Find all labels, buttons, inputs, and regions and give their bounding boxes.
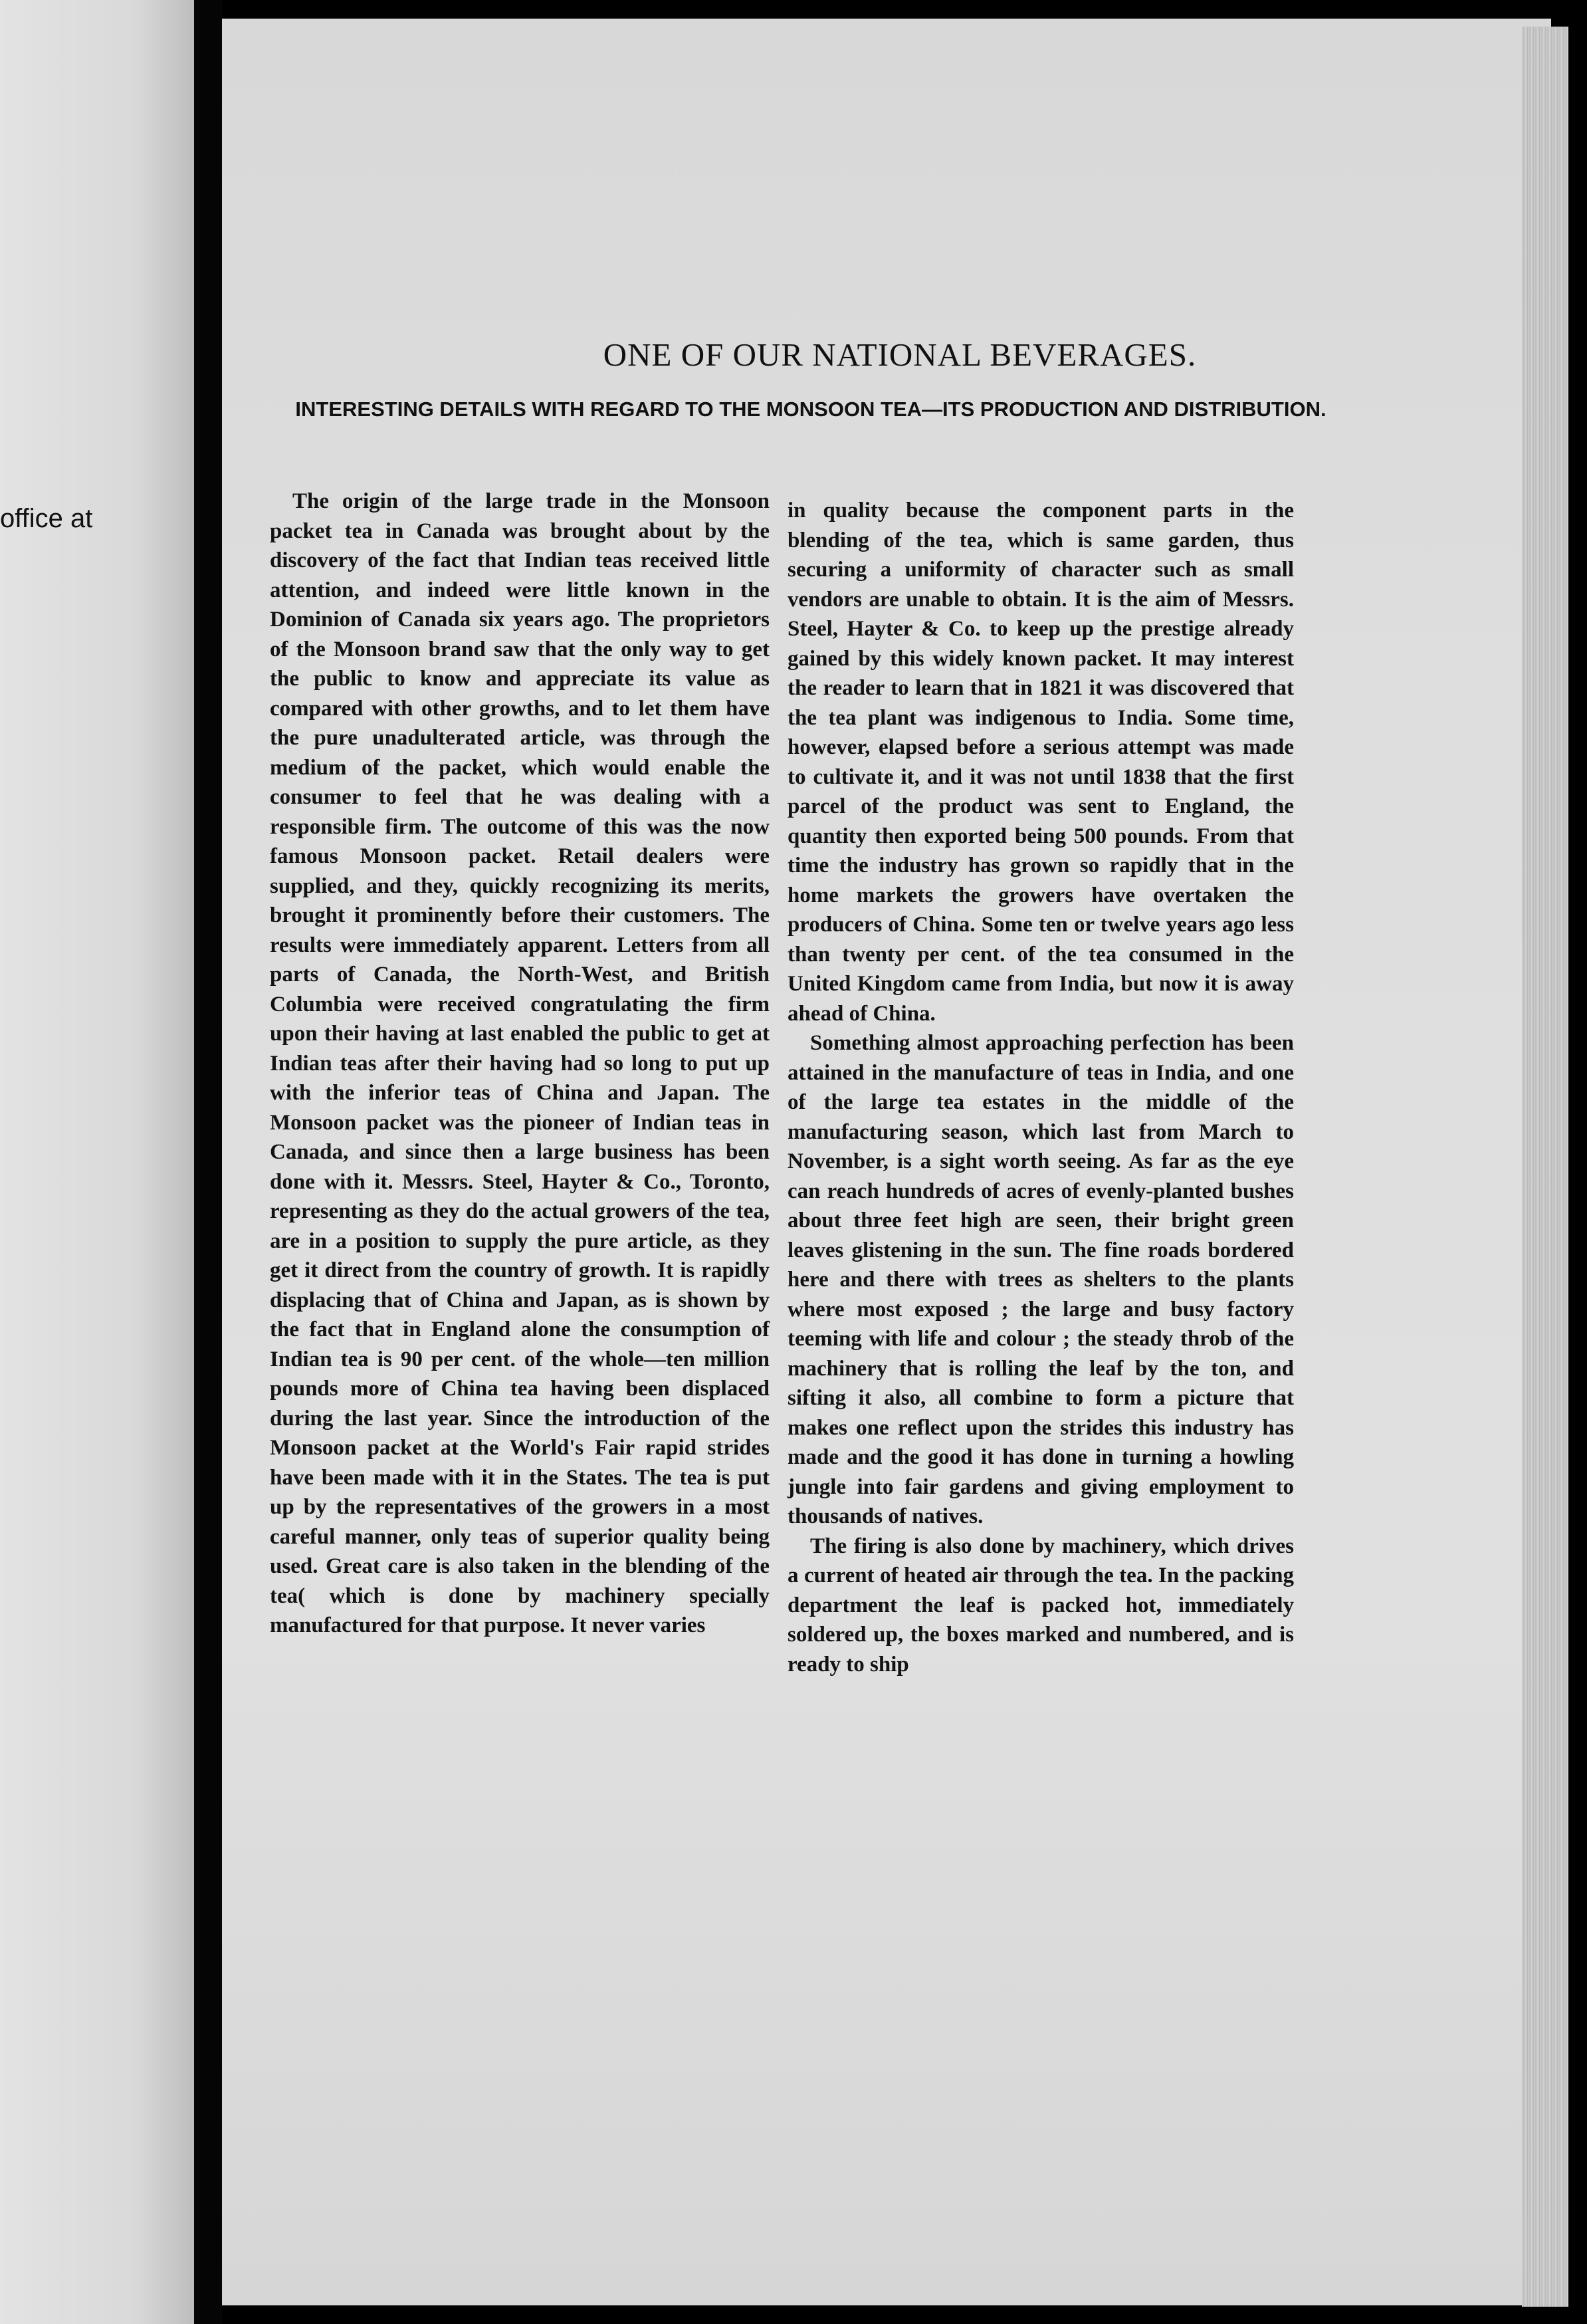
column-right-paragraph-1: in quality because the component parts in the blending of the tea, which is same garden, thus securing a uniformity of character such as small vendors are unable to obtain. It is the aim of Messrs. Steel, Hayter & Co. to keep up the prestige already gained by this widely known packet. It may interest the reader to learn that in 1821 it was discovered that the tea plant was indigenous to India. Some time, however, elapsed before a serious attempt was made to cultivate it, and it was not until 1838 that the first parcel of the product was sent to England, the quantity then exported being 500 pounds. From that time the industry has grown so rapidly that in the home markets the growers have overtaken the producers of China. Some ten or twelve years ago less than twenty per cent. of the tea consumed in the United Kingdom came from India, but now it is away ahead of China. xyxy=(788,499,1294,1026)
article-column-left xyxy=(270,487,770,1641)
column-right-paragraph-3: The firing is also done by machinery, which drives a current of heated air through the tea. In the packing department the leaf is packed hot, immediately soldered up, the boxes marked and numbered, and is ready to ship xyxy=(788,1534,1294,1677)
left-page-text-fragment: office at xyxy=(0,504,93,533)
column-left-paragraph-1: The origin of the large trade in the Monsoon packet tea in Canada was brought about by the discovery of the fact that Indian teas received little attention, and indeed were little known in the Dominion of Canada six years ago. The proprietors of the Monsoon brand saw that the only way to get the public to know and appreciate its value as compared with other growths, and to let them have the pure unadulterated article, was through the medium of the packet, which would enable the consumer to feel that he was dealing with a responsible firm. The outcome of this was the now famous Monsoon packet. Retail dealers were supplied, and they, quickly recognizing its merits, brought it prominently before their customers. The results were immediately apparent. Letters from all parts of Canada, the North-West, and British Columbia were received congratulating the firm upon their having at last enabled the public to get at Indian teas after their having had so long to put up with the inferior teas of China and Japan. The Monsoon packet was the pioneer of Indian teas in Canada, and since then a large business has been done with it. Messrs. Steel, Hayter & Co., Toronto, representing as they do the actual growers of the tea, are in a position to supply the pure article, as they get it direct from the country of growth. It is rapidly displacing that of China and Japan, as is shown by the fact that in England alone the consumption of Indian tea is 90 per cent. of the whole—ten million pounds more of China tea having been displaced during the last year. Since the introduction of the Monsoon packet at the World's Fair rapid strides have been made with it in the States. The tea is put up by the representatives of the growers in a most careful manner, only teas of superior quality being used. Great care is also taken in the blending of the tea( which is done by machinery specially manufactured for that purpose. It never varies xyxy=(270,489,770,1637)
article-title: ONE OF OUR NATIONAL BEVERAGES. xyxy=(603,336,1197,373)
article-column-right xyxy=(788,496,1294,1679)
article-subtitle: INTERESTING DETAILS WITH REGARD TO THE MONSOON TEA—ITS PRODUCTION AND DISTRIBUTION. xyxy=(295,398,1326,421)
column-right-paragraph-2: Something almost approaching perfection has been attained in the manufacture of teas in India, and one of the large tea estates in the middle of the manufacturing season, which last from March to November, is a sight worth seeing. As far as the eye can reach hundreds of acres of evenly-planted bushes about three feet high are seen, their bright green leaves glistening in the sun. The fine roads bordered here and there with trees as shelters to the plants where most exposed ; the large and busy factory teeming with life and colour ; the steady throb of the machinery that is rolling the leaf by the ton, and sifting it also, all combine to form a picture that makes one reflect upon the strides this industry has made and the good it has done in turning a howling jungle into fair gardens and giving employment to thousands of natives. xyxy=(788,1031,1294,1528)
